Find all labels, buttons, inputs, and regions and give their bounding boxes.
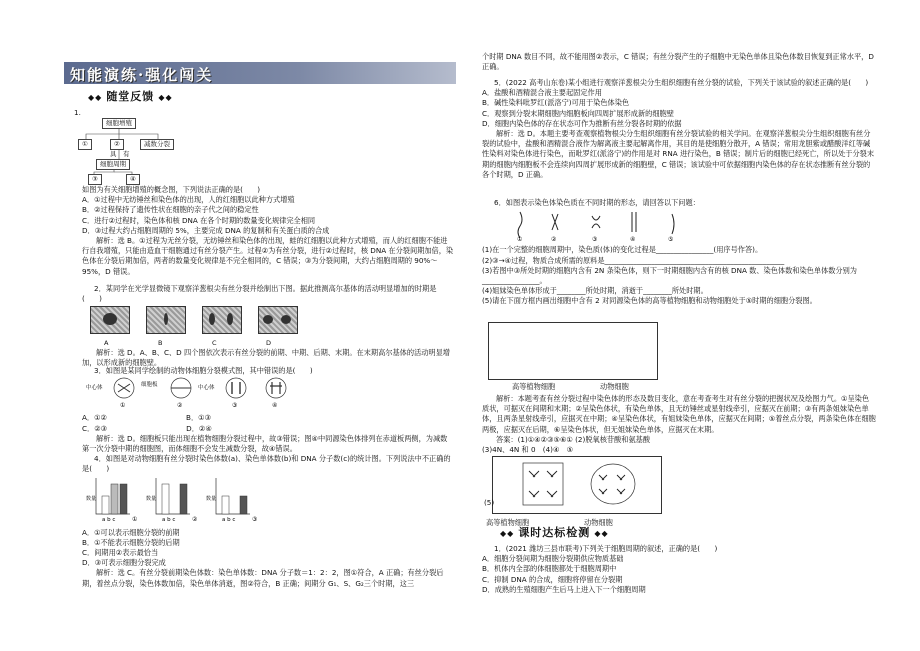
q2-stem: 2．某同学在光学显微镜下观察洋葱根尖有丝分裂并绘制出下图。据此推测高尔基体的活动明显增加的时期是( ) bbox=[82, 284, 437, 304]
question-4 bbox=[82, 454, 454, 589]
q3-cell-diagrams bbox=[86, 376, 326, 410]
q6-chromosome-images bbox=[512, 208, 712, 242]
chart-num-3: ③ bbox=[252, 516, 258, 524]
q6-answer-1: 答案：(1)①④②③⑤⑥① (2)脱氧核苷酸和氨基酸 bbox=[496, 434, 651, 444]
section-title-2: 课时达标检测 bbox=[518, 526, 591, 539]
q6-num-1: ① bbox=[517, 236, 523, 243]
q5-option-a: A．盐酸和酒精混合液主要起固定作用 bbox=[482, 88, 602, 98]
label-b: B bbox=[158, 338, 163, 347]
q5-option-b: B．碱性染料吡罗红(派洛宁)可用于染色体染色 bbox=[482, 98, 630, 108]
box-2: ② bbox=[110, 139, 124, 150]
q1-option-c: C．进行②过程时，染色体和核 DNA 在各个时期的数量变化规律完全相同 bbox=[82, 215, 316, 225]
q6-part-5: (5)请在下面方框内画出细胞中含有 2 对同源染色体的高等植物细胞和动物细胞处于⑤时期的细胞分裂图。 bbox=[482, 296, 817, 306]
banner-title: 知能演练·强化闯关 bbox=[70, 66, 214, 84]
num-3: ③ bbox=[232, 402, 238, 410]
q4-option-b: B．①不能表示细胞分裂的后期 bbox=[82, 537, 180, 547]
cell-image-c bbox=[202, 306, 242, 334]
s2-q1-option-b: B．机体内全部的体细胞都处于细胞周期中 bbox=[482, 564, 617, 574]
caption-animal: 动物细胞 bbox=[600, 382, 629, 391]
diagram-connectors bbox=[74, 108, 274, 188]
section-banner bbox=[64, 62, 456, 84]
q4-option-d: D．③可表示细胞分裂完成 bbox=[82, 558, 166, 568]
q1-option-b: B．②过程保持了遗传性状在细胞的亲子代之间的稳定性 bbox=[82, 205, 259, 215]
caption-plant: 高等植物细胞 bbox=[512, 382, 556, 391]
section2-question-1 bbox=[482, 544, 876, 595]
cell-image-b bbox=[146, 306, 186, 334]
tag-centrosome-2: 中心体 bbox=[198, 385, 215, 392]
answer-box-drawn bbox=[492, 456, 662, 514]
num-1: ① bbox=[120, 402, 126, 410]
q4-analysis-cont: 个时期 DNA 数目不同，故不能用图②表示，C 错误；有丝分裂产生的子细胞中无染色单体且染色体数目恢复到正常水平，D 正确。 bbox=[482, 52, 874, 72]
label-c: C bbox=[212, 338, 217, 347]
s2-q1-option-d: D．成熟的生殖细胞产生后马上进入下一个细胞周期 bbox=[482, 584, 646, 594]
q4-analysis: 解析：选 C。有丝分裂前期染色体数：染色单体数：DNA 分子数＝1：2：2，图①符合，A 正确；有丝分裂后期，着丝点分裂，染色体数加倍，染色单体消逝，图②符合，B 正确；间期分 G₁、S、G₂三个时期，这三 bbox=[82, 568, 444, 588]
section-header-1: ◆◆ 随堂反馈 ◆◆ bbox=[88, 90, 173, 103]
chart-num-2: ② bbox=[192, 516, 198, 524]
box-1: ① bbox=[78, 139, 92, 150]
axis-label-1: 数量 bbox=[86, 496, 97, 503]
q5-option-d: D．细胞内染色体的存在状态可作为推断有丝分裂各时期的依据 bbox=[482, 118, 682, 128]
tag-cell-plate: 细胞板 bbox=[141, 382, 158, 389]
abc-2: a b c bbox=[162, 517, 176, 524]
q1-stem: 如图为有关细胞增殖的概念图，下列说法正确的是( ) bbox=[82, 185, 261, 194]
q6-analysis-block bbox=[482, 394, 876, 455]
q4-continuation bbox=[482, 52, 876, 72]
q5-stem: 5．(2022 高考山东卷)某小组进行观察洋葱根尖分生组织细胞有丝分裂的试验，下列关于该试验的叙述正确的是( ) bbox=[494, 78, 869, 87]
q3-options-ab: A．①② B．①③ bbox=[82, 413, 212, 423]
cell-image-a bbox=[90, 306, 130, 334]
s2-q1-option-a: A．细胞分裂间期为细胞分裂期供应物质基础 bbox=[482, 554, 624, 564]
box-3: ③ bbox=[88, 174, 102, 185]
box-4: ④ bbox=[126, 174, 140, 185]
q6-part-3: (3)若图中③所处时期的细胞内含有 2N 条染色体，则下一时期细胞内含有的核 DNA 数、染色体数和染色单体数分别为________________。 bbox=[482, 265, 857, 286]
label-a: A bbox=[104, 338, 109, 347]
q6-analysis: 解析：本题考查有丝分裂过程中染色体的形态及数目变化，意在考查考生对有丝分裂的把握状况及绘图力气。①呈染色质状，可据灭在间期和末期；②呈染色体状，有染色单体，且无纺锤丝或星射线牵引，应据灭在前期；③有两条姐妹染色单体，且两条星射线牵引，应据灭在中期；④呈染色体状，有姐妹染色单体，应据灭在间期；⑤着丝点分裂，两条染色体在细胞两极，应据灭在后期，⑥呈染色体状，但无姐妹染色单体，应据灭在末期。 bbox=[482, 394, 876, 434]
q6-part-2: (2)③→④过程，物质合成所需的原料是__________________________________________________ bbox=[482, 255, 785, 265]
q2-analysis: 解析：选 D。A、B、C、D 四个图依次表示有丝分裂的前期、中期、后期、末期。在末期高尔基体的活动明显增加，以形成新的细胞壁。 bbox=[82, 347, 450, 368]
cell-image-d bbox=[258, 306, 298, 334]
s2-q1-option-c: C．抑制 DNA 的合成，细胞将停留在分裂期 bbox=[482, 574, 623, 584]
q6-answer-2: (3)4N、4N 和 0 (4)④ ⑤ bbox=[482, 445, 574, 455]
q2-images bbox=[90, 306, 454, 337]
q6-stem: 6．如图表示染色体染色质在不同时期的形态，请回答以下问题： bbox=[494, 198, 700, 207]
section-header-2: ◆◆ 课时达标检测 ◆◆ bbox=[500, 526, 609, 539]
q6-num-2: ② bbox=[551, 236, 557, 243]
tag-centrosome-1: 中心体 bbox=[86, 385, 103, 392]
abc-1: a b c bbox=[102, 517, 116, 524]
q3-stem: 3．如图是某同学绘制的动物体细胞分裂模式图，其中错误的是( ) bbox=[94, 366, 313, 375]
q1-option-d: D．③过程大约占细胞周期的 5%，主要完成 DNA 的复制和有关蛋白质的合成 bbox=[82, 225, 330, 235]
question-6 bbox=[482, 198, 876, 307]
question-5 bbox=[482, 78, 876, 180]
box-cell-cycle: 细胞周期 bbox=[96, 159, 130, 170]
axis-label-2: 数量 bbox=[146, 496, 157, 503]
q4-stem: 4．如图是对动物细胞有丝分裂时染色体数(a)、染色单体数(b)和 DNA 分子数(c)的统计图。下列说法中不正确的是( ) bbox=[82, 454, 451, 474]
q6-num-5: ⑤ bbox=[668, 236, 674, 243]
q4-option-a: A．①可以表示细胞分裂的前期 bbox=[82, 527, 180, 537]
q2-image-labels bbox=[104, 338, 454, 348]
q3-options-cd: C．②③ D．②④ bbox=[82, 423, 212, 433]
question-1 bbox=[82, 185, 454, 277]
label-have: 具 有 bbox=[110, 150, 130, 158]
q4-bar-charts bbox=[86, 474, 286, 524]
q6-num-3: ③ bbox=[592, 236, 598, 243]
caption-plant-2: 高等植物细胞 bbox=[486, 518, 530, 527]
q4-option-c: C．间期用②表示最恰当 bbox=[82, 548, 159, 558]
axis-label-3: 数量 bbox=[206, 496, 217, 503]
q3-analysis: 解析：选 D。细胞板只能出现在植物细胞分裂过程中，故③错误；图④中同源染色体排列在赤道板两侧，为减数第一次分裂中期的细胞图，而体细胞不会发生减数分裂，故④错误。 bbox=[82, 433, 448, 454]
label-d: D bbox=[266, 338, 272, 347]
question-2 bbox=[82, 284, 454, 368]
num-2: ② bbox=[177, 402, 183, 410]
q6-num-4: ④ bbox=[630, 236, 636, 243]
q1-analysis: 解析：选 B。①过程为无丝分裂，无纺锤丝和染色体的出现，蛙的红细胞以此种方式增殖，而人的红细胞不能进行自我增殖，只能由造血干细胞通过有丝分裂产生。过程②为有丝分裂，进行②过程时，核 DNA 在分裂间期加倍，染色体在分裂后期加倍，两者的数量变化规律是不完全相同的，C 错误；③为分裂间期，大约占细胞周期的 90%～95%，D 错误。 bbox=[82, 236, 454, 276]
s2-q1-stem: 1．(2021 潍坊三县市联考)下列关于细胞周期的叙述，正确的是( ) bbox=[494, 544, 718, 553]
question-3 bbox=[82, 366, 454, 454]
answer-box-empty bbox=[488, 322, 658, 380]
q5-option-c: C．观察到分裂末期细胞内细胞板向四周扩展形成新的细胞壁 bbox=[482, 108, 674, 118]
q1-option-a: A．①过程中无纺锤丝和染色体的出现，人的红细胞以此种方式增殖 bbox=[82, 195, 295, 205]
q6-part-1: (1)在一个完整的细胞周期中，染色质(体)的变化过程是________________(用序号作答)。 bbox=[482, 245, 763, 255]
q6-answer-5-label: (5) bbox=[484, 498, 495, 507]
box-meiosis: 减数分裂 bbox=[140, 139, 174, 150]
q5-analysis: 解析：选 D。本题主要考查观察植物根尖分生组织细胞有丝分裂试验的相关学问。在观察洋葱根尖分生组织细胞有丝分裂的试验中，盐酸和酒精混合液作为解离液主要起解离作用，其目的是使细胞分散开，A 错误；常用龙胆紫或醋酸洋红等碱性染料对染色体进行染色，而吡罗红(派洛宁)的作用是对 RNA 进行染色，B 错误；制片后的细胞已经死亡，所以处于分裂末期的细胞内细胞板不会连续向四周扩展形成新的细胞壁，C 错误；该试验中可依据细胞内染色体的存在状态推断有丝分裂的各个时期，D 正确。 bbox=[482, 129, 875, 179]
concept-diagram bbox=[74, 108, 274, 188]
chart-num-1: ① bbox=[132, 516, 138, 524]
q1-number: 1. bbox=[74, 108, 81, 117]
num-4: ④ bbox=[272, 402, 278, 410]
caption-animal-2: 动物细胞 bbox=[584, 518, 613, 527]
answer-drawings bbox=[493, 457, 661, 513]
box-cell-proliferation: 细胞增殖 bbox=[102, 118, 136, 129]
section-title-1: 随堂反馈 bbox=[106, 90, 155, 103]
abc-3: a b c bbox=[222, 517, 236, 524]
q6-part-4: (4)姐妹染色单体形成于________所处时期，消逝于________所处时期。 bbox=[482, 286, 708, 296]
